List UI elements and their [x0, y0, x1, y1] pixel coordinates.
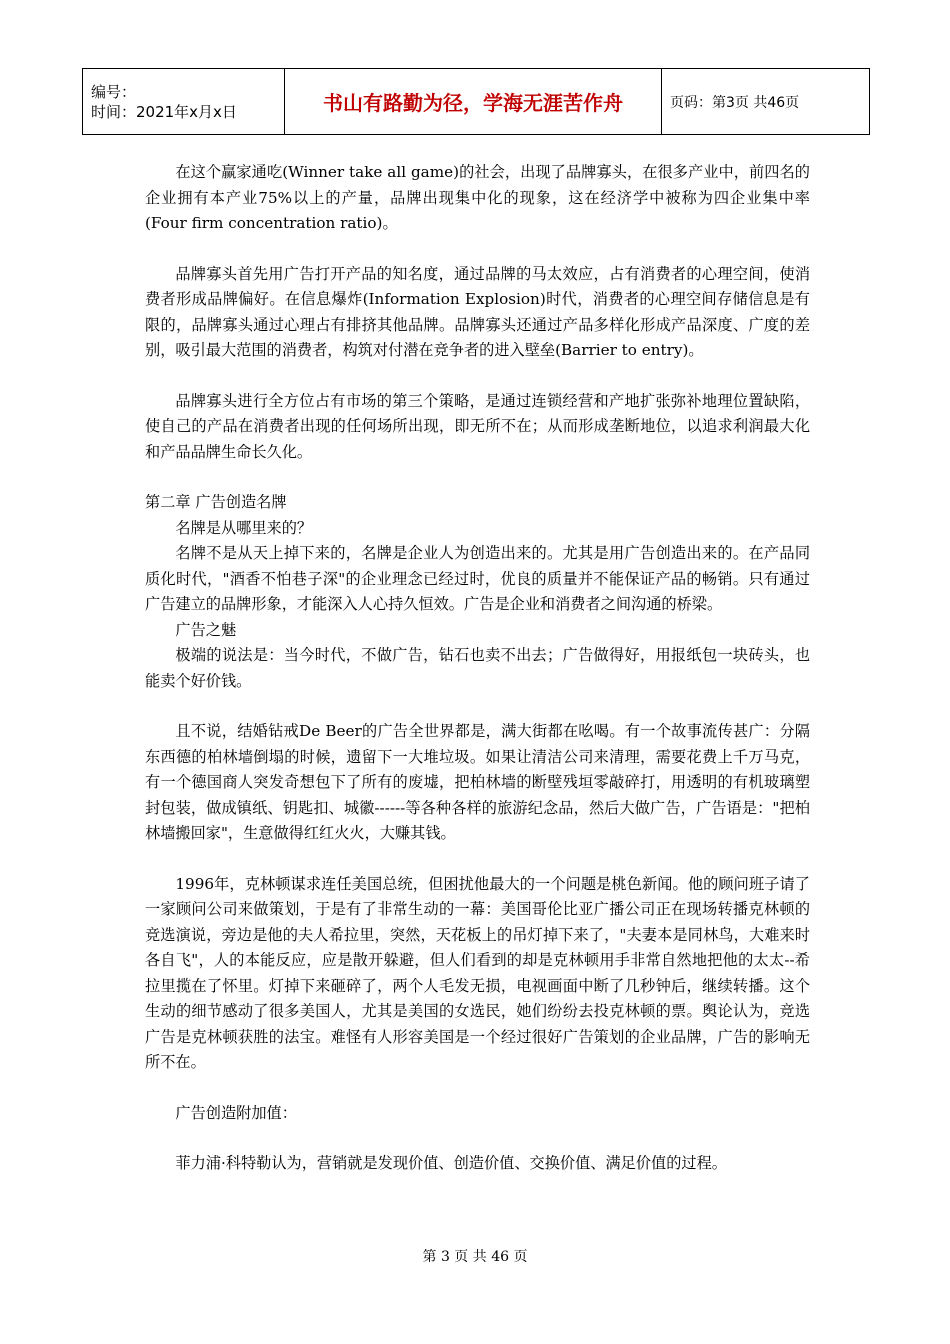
paragraph-brand-oligarch: 品牌寡头首先用广告打开产品的知名度，通过品牌的马太效应，占有消费者的心理空间，使消费者形成品牌偏好。在信息爆炸(Information Explosion)时代，消费者的心理空间存储信息是有限的，品牌寡头通过心理占有排挤其他品牌。品牌寡头还通过产品多样化形成产品深度、广度的差别，吸引最大范围的消费者，构筑对付潜在竞争者的进入壁垒(Barrier to entry)。 — [145, 264, 810, 359]
paragraph-berlin-wall: 且不说，结婚钻戒De Beer的广告全世界都是，满大街都在吆喝。有一个故事流传甚广：分隔东西德的柏林墙倒塌的时候，遗留下一大堆垃圾。如果让清洁公司来清理，需要花费上千万马克，有一个德国商人突发奇想包下了所有的废墟，把柏林墙的断壁残垣零敲碎打，用透明的有机玻璃塑封包装，做成镇纸、钥匙扣、城徽------等各种各样的旅游纪念品，然后大做广告，广告语是："把柏林墙搬回家"，生意做得红红火火，大赚其钱。 — [145, 722, 810, 842]
paragraph-extreme-saying: 极端的说法是：当今时代，不做广告，钻石也卖不出去；广告做得好，用报纸包一块砖头，也能卖个好价钱。 — [145, 646, 810, 690]
paragraph-third-strategy: 品牌寡头进行全方位占有市场的第三个策略，是通过连锁经营和产地扩张弥补地理位置缺陷，使自己的产品在消费者出现的任何场所出现，即无所不在；从而形成垄断地位，以追求利润最大化和产品品牌生命长久化。 — [145, 391, 810, 461]
section-heading-charm: 广告之魅 — [175, 620, 237, 639]
page-footer: 第 3 页 共 46 页 — [422, 1249, 528, 1265]
paragraph-winner-take-all: 在这个赢家通吃(Winner take all game)的社会，出现了品牌寡头，在很多产业中，前四名的企业拥有本产业75%以上的产量，品牌出现集中化的现象，这在经济学中被称为四企业集中率(Four firm concentration ratio)。 — [145, 163, 810, 232]
number-label: 编号： — [91, 82, 137, 101]
chapter-heading: 第二章 广告创造名牌 — [145, 493, 287, 511]
document-body — [145, 160, 810, 1177]
section-heading-added-value: 广告创造附加值： — [175, 1103, 297, 1122]
paragraph-origin: 名牌不是从天上掉下来的，名牌是企业人为创造出来的。尤其是用广告创造出来的。在产品同质化时代，"酒香不怕巷子深"的企业理念已经过时，优良的质量并不能保证产品的畅销。只有通过广告建立的品牌形象，才能深入人心持久恒效。广告是企业和消费者之间沟通的桥梁。 — [145, 544, 810, 613]
paragraph-kotler: 菲力浦·科特勒认为，营销就是发现价值、创造价值、交换价值、满足价值的过程。 — [175, 1154, 727, 1172]
date-label: 时间：2021年x月x日 — [91, 102, 237, 121]
paragraph-clinton: 1996年，克林顿谋求连任美国总统，但困扰他最大的一个问题是桃色新闻。他的顾问班子请了一家顾问公司来做策划，于是有了非常生动的一幕：美国哥伦比亚广播公司正在现场转播克林顿的竞选演说，旁边是他的夫人希拉里，突然，天花板上的吊灯掉下来了，"夫妻本是同林鸟，大难来时各自飞"，人的本能反应，应是散开躲避，但人们看到的却是克林顿用手非常自然地把他的太太--希拉里揽在了怀里。灯掉下来砸碎了，两个人毛发无损，电视画面中断了几秒钟后，继续转播。这个生动的细节感动了很多美国人，尤其是美国的女选民，她们纷纷去投克林顿的票。舆论认为，竞选广告是克林顿获胜的法宝。难怪有人形容美国是一个经过很好广告策划的企业品牌，广告的影响无所不在。 — [145, 874, 810, 1071]
header-meta — [83, 69, 285, 135]
header-motto: 书山有路勤为径，学海无涯苦作舟 — [285, 69, 662, 135]
section-heading-origin: 名牌是从哪里来的？ — [175, 518, 313, 537]
header-page-label: 页码：第3页 共46页 — [662, 69, 870, 135]
header-table — [82, 68, 870, 135]
